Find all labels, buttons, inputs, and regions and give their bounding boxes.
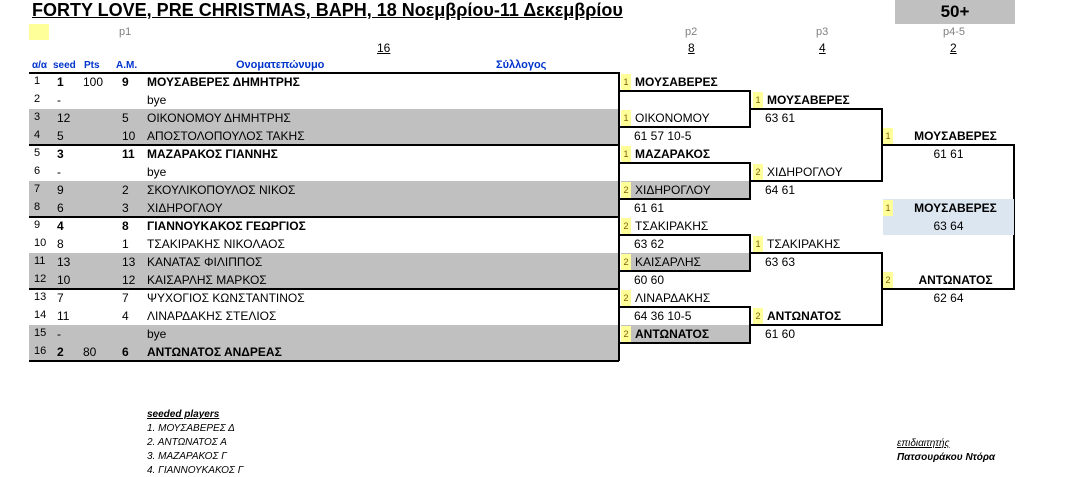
row-separator — [29, 216, 619, 218]
header-name: Ονοματεπώνυμο — [236, 59, 325, 71]
row-number: 3 — [34, 111, 41, 123]
seed-marker: 2 — [753, 164, 763, 180]
seed-value: 1 — [57, 75, 64, 89]
bracket-line — [619, 90, 750, 92]
player-name: bye — [147, 327, 167, 341]
header-pts: Pts — [84, 60, 100, 71]
am-value: 13 — [122, 255, 136, 269]
table-row — [29, 127, 619, 145]
table-row — [29, 145, 619, 163]
seeded-item: 1. ΜΟΥΣΑΒΕΡΕΣ Δ — [147, 423, 235, 434]
round-count-p2: 8 — [688, 41, 695, 55]
am-value: 5 — [122, 111, 129, 125]
match-score: 61 61 — [933, 147, 964, 161]
match-score: 60 60 — [634, 273, 665, 287]
round2-entry — [621, 325, 749, 343]
seed-value: 3 — [57, 147, 64, 161]
seed-marker: 1 — [753, 236, 763, 252]
am-value: 2 — [122, 183, 129, 197]
match-score: 61 61 — [634, 201, 665, 215]
table-row — [29, 163, 619, 181]
bracket-line — [618, 72, 620, 361]
bracket-line — [619, 198, 750, 200]
row-separator — [29, 72, 619, 74]
row-number: 1 — [34, 75, 41, 87]
player-name: ΜΟΥΣΑΒΕΡΕΣ — [914, 201, 997, 215]
seed-marker: 2 — [621, 254, 631, 270]
seeded-item: 2. ΑΝΤΩΝΑΤΟΣ Α — [147, 437, 227, 448]
seeded-title: seeded players — [147, 409, 220, 420]
match-score: 64 36 10-5 — [634, 309, 692, 323]
round-count-p3: 4 — [819, 41, 826, 55]
match-score: 63 61 — [765, 111, 796, 125]
seed-marker: 2 — [621, 290, 631, 306]
round2-entry — [621, 289, 749, 307]
bracket-line — [619, 270, 750, 272]
seed-marker: 1 — [753, 92, 763, 108]
seed-marker: 1 — [883, 200, 893, 216]
table-row — [29, 91, 619, 109]
bracket-line — [619, 306, 750, 308]
player-name: ΚΑΙΣΑΡΛΗΣ — [635, 255, 701, 269]
row-number: 10 — [34, 237, 47, 249]
bracket-line — [883, 144, 1015, 146]
round-count-p45: 2 — [950, 41, 957, 55]
seed-value: 10 — [57, 273, 71, 287]
seed-value: 11 — [57, 309, 70, 323]
round-count-p1: 16 — [377, 41, 391, 55]
player-name: bye — [147, 165, 167, 179]
category-badge: 50+ — [895, 0, 1015, 24]
bracket-line — [619, 342, 750, 344]
seed-marker: 2 — [883, 272, 893, 288]
am-value: 3 — [122, 201, 129, 215]
table-row — [29, 307, 619, 325]
row-number: 2 — [34, 93, 41, 105]
seed-marker: 2 — [621, 326, 631, 342]
player-name: ΛΙΝΑΡΔΑΚΗΣ ΣΤΕΛΙΟΣ — [147, 309, 277, 323]
seeded-item: 4. ΓΙΑΝΝΟΥΚΑΚΟΣ Γ — [147, 465, 244, 476]
round-label-p1: p1 — [119, 26, 132, 38]
player-name: ΟΙΚΟΝΟΜΟΥ — [635, 111, 710, 125]
row-number: 7 — [34, 183, 41, 195]
player-name: ΓΙΑΝΝΟΥΚΑΚΟΣ ΓΕΩΡΓΙΟΣ — [147, 219, 306, 233]
page-title: FORTY LOVE, PRE CHRISTMAS, ΒΑΡΗ, 18 Νοεμβρίου-11 Δεκεμβρίου — [32, 0, 623, 20]
seed-value: 8 — [57, 237, 64, 251]
match-score: 63 64 — [933, 219, 964, 233]
row-separator — [29, 144, 619, 146]
table-row — [29, 73, 619, 91]
row-number: 15 — [34, 327, 47, 339]
am-value: 1 — [122, 237, 129, 251]
seed-value: 9 — [57, 183, 64, 197]
bracket-line — [751, 252, 882, 254]
am-value: 4 — [122, 309, 129, 323]
round-label-p45: p4-5 — [943, 26, 966, 38]
player-name: ΤΣΑΚΙΡΑΚΗΣ — [635, 219, 709, 233]
points-value: 100 — [83, 75, 104, 89]
seed-marker: 1 — [621, 74, 631, 90]
am-value: 6 — [122, 345, 129, 359]
seed-value: - — [57, 93, 61, 107]
player-name: ΑΝΤΩΝΑΤΟΣ — [918, 273, 993, 287]
am-value: 12 — [122, 273, 136, 287]
round4-entry — [883, 127, 1014, 145]
round3-entry — [753, 163, 881, 181]
player-name: ΤΣΑΚΙΡΑΚΗΣ ΝΙΚΟΛΑΟΣ — [147, 237, 285, 251]
player-name: ΑΝΤΩΝΑΤΟΣ — [767, 309, 842, 323]
match-score: 61 57 10-5 — [634, 129, 692, 143]
header-club: Σύλλογος — [496, 59, 547, 71]
seed-marker: 2 — [753, 308, 763, 324]
player-name: ΨΥΧΟΓΙΟΣ ΚΩΝΣΤΑΝΤΙΝΟΣ — [147, 291, 305, 305]
legend-swatch — [29, 24, 49, 40]
row-number: 8 — [34, 201, 41, 213]
seed-value: 4 — [57, 219, 64, 233]
row-number: 9 — [34, 219, 41, 231]
player-name: ΑΝΤΩΝΑΤΟΣ — [635, 327, 710, 341]
row-number: 13 — [34, 291, 47, 303]
row-number: 6 — [34, 165, 41, 177]
round3-entry — [753, 307, 881, 325]
table-row — [29, 181, 619, 199]
am-value: 10 — [122, 129, 136, 143]
seed-value: 7 — [57, 291, 64, 305]
player-name: ΑΝΤΩΝΑΤΟΣ ΑΝΔΡΕΑΣ — [147, 345, 282, 359]
player-name: ΧΙΔΗΡΟΓΛΟΥ — [635, 183, 711, 197]
row-number: 5 — [34, 147, 41, 159]
bracket-line — [619, 234, 750, 236]
table-row — [29, 325, 619, 343]
player-name: ΜΑΖΑΡΑΚΟΣ — [635, 147, 711, 161]
table-row — [29, 253, 619, 271]
am-value: 8 — [122, 219, 129, 233]
round2-entry — [621, 145, 749, 163]
match-score: 63 63 — [765, 255, 796, 269]
player-name: ΛΙΝΑΡΔΑΚΗΣ — [635, 291, 711, 305]
seed-value: 5 — [57, 129, 64, 143]
row-number: 11 — [34, 255, 46, 267]
player-name: ΜΟΥΣΑΒΕΡΕΣ — [635, 75, 718, 89]
referee-title: επιδιαιτητής — [897, 438, 950, 449]
player-name: ΑΠΟΣΤΟΛΟΠΟΥΛΟΣ ΤΑΚΗΣ — [147, 129, 305, 143]
final-winner — [883, 199, 1014, 217]
table-row — [29, 343, 619, 361]
bracket-line — [751, 180, 882, 182]
match-score: 61 60 — [765, 327, 796, 341]
bracket-line — [619, 126, 750, 128]
table-row — [29, 271, 619, 289]
table-row — [29, 289, 619, 307]
seeded-item: 3. ΜΑΖΑΡΑΚΟΣ Γ — [147, 451, 227, 462]
round3-entry — [753, 235, 881, 253]
bracket-line — [883, 288, 1015, 290]
row-number: 16 — [34, 345, 47, 357]
table-row — [29, 235, 619, 253]
round2-entry — [621, 217, 749, 235]
bracket-line — [619, 162, 750, 164]
table-row — [29, 199, 619, 217]
round-label-p2: p2 — [685, 26, 698, 38]
match-score: 62 64 — [933, 291, 964, 305]
player-name: ΜΟΥΣΑΒΕΡΕΣ — [767, 93, 850, 107]
seed-marker: 1 — [621, 146, 631, 162]
am-value: 7 — [122, 291, 129, 305]
player-name: ΟΙΚΟΝΟΜΟΥ ΔΗΜΗΤΡΗΣ — [147, 111, 291, 125]
player-name: ΧΙΔΗΡΟΓΛΟΥ — [147, 201, 223, 215]
round-label-p3: p3 — [816, 26, 829, 38]
player-name: ΚΑΙΣΑΡΛΗΣ ΜΑΡΚΟΣ — [147, 273, 267, 287]
player-name: ΜΟΥΣΑΒΕΡΕΣ ΔΗΜΗΤΡΗΣ — [147, 75, 300, 89]
row-separator — [29, 288, 619, 290]
round3-entry — [753, 91, 881, 109]
match-score: 64 61 — [765, 183, 796, 197]
final-score-row — [883, 217, 1014, 235]
seed-value: 2 — [57, 345, 64, 359]
seed-marker: 2 — [621, 182, 631, 198]
table-row — [29, 217, 619, 235]
row-number: 12 — [34, 273, 47, 285]
seed-marker: 2 — [621, 218, 631, 234]
points-value: 80 — [83, 345, 97, 359]
seed-value: - — [57, 165, 61, 179]
header-am: A.M. — [116, 60, 138, 71]
round2-entry — [621, 253, 749, 271]
player-name: bye — [147, 93, 167, 107]
round2-entry — [621, 73, 749, 91]
row-number: 14 — [34, 309, 47, 321]
seed-value: 6 — [57, 201, 64, 215]
player-name: ΤΣΑΚΙΡΑΚΗΣ — [767, 237, 841, 251]
bracket-line — [751, 324, 882, 326]
round4-entry — [883, 271, 1014, 289]
seed-value: 12 — [57, 111, 71, 125]
match-score: 63 62 — [634, 237, 665, 251]
header-aa: α/α — [32, 60, 48, 71]
bracket-line — [751, 108, 882, 110]
row-separator — [29, 360, 619, 362]
seed-value: - — [57, 327, 61, 341]
row-number: 4 — [34, 129, 41, 141]
player-name: ΜΟΥΣΑΒΕΡΕΣ — [914, 129, 997, 143]
seed-marker: 1 — [883, 128, 893, 144]
seed-marker: 1 — [621, 110, 631, 126]
seed-value: 13 — [57, 255, 71, 269]
table-row — [29, 109, 619, 127]
player-name: ΧΙΔΗΡΟΓΛΟΥ — [767, 165, 843, 179]
player-name: ΜΑΖΑΡΑΚΟΣ ΓΙΑΝΝΗΣ — [147, 147, 278, 161]
player-name: ΣΚΟΥΛΙΚΟΠΟΥΛΟΣ ΝΙΚΟΣ — [147, 183, 296, 197]
round2-entry — [621, 109, 749, 127]
am-value: 11 — [122, 147, 135, 161]
am-value: 9 — [122, 75, 129, 89]
header-seed: seed — [53, 60, 76, 71]
round2-entry — [621, 181, 749, 199]
referee-name: Πατσουράκου Ντόρα — [897, 452, 996, 463]
player-name: ΚΑΝΑΤΑΣ ΦΙΛΙΠΠΟΣ — [147, 255, 263, 269]
